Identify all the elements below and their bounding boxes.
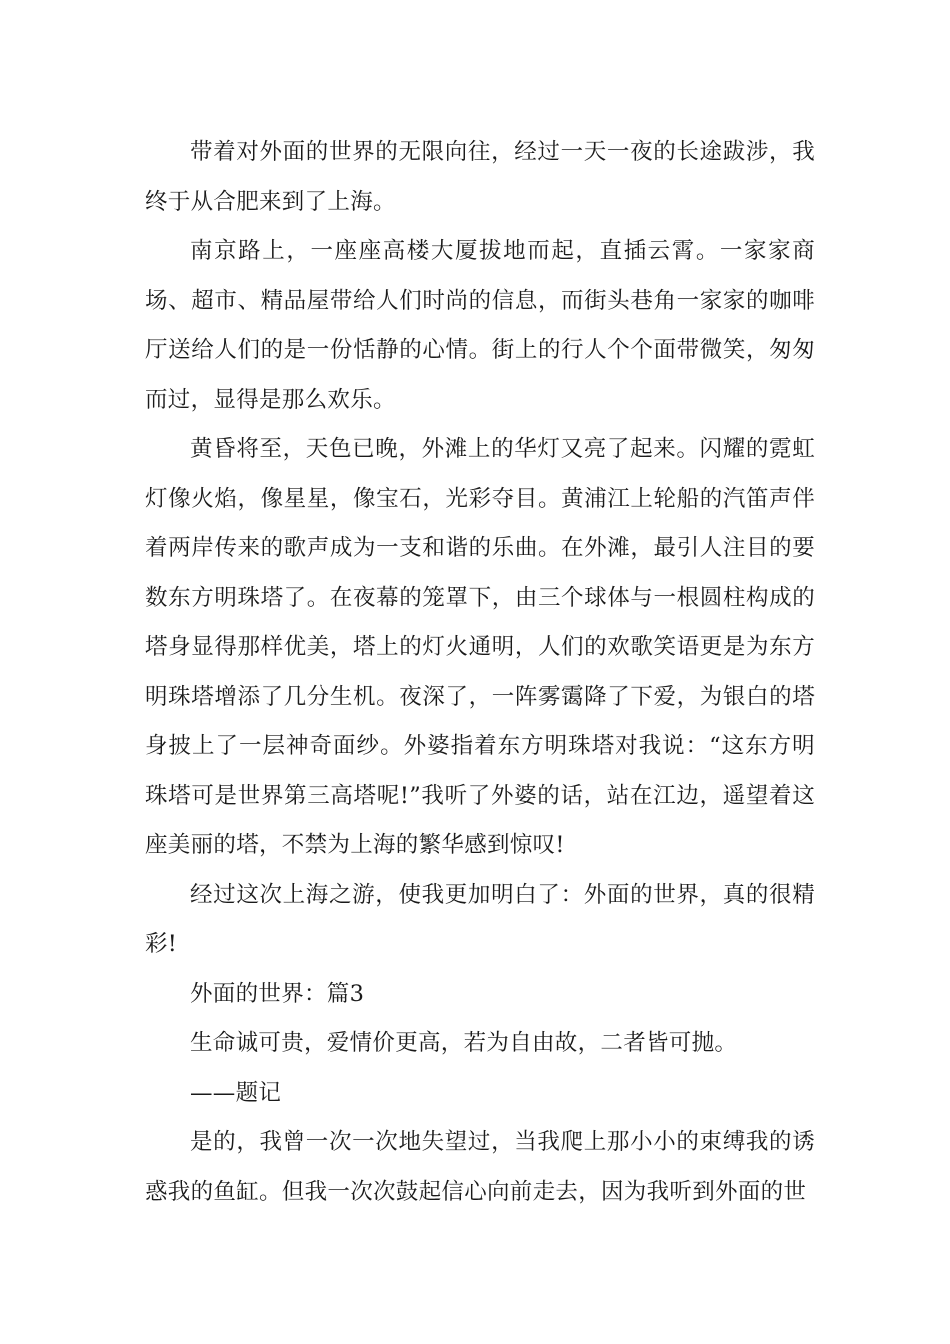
epigraph: 生命诚可贵，爱情价更高，若为自由故，二者皆可抛。 (190, 1030, 738, 1056)
paragraph-3: 黄昏将至，天色已晚，外滩上的华灯又亮了起来。闪耀的霓虹灯像火焰，像星星，像宝石，光彩夺目。黄浦江上轮船的汽笛声伴着两岸传来的歌声成为一支和谐的乐曲。在外滩，最引人注目的要数东方明珠塔了。在夜幕的笼罩下，由三个球体与一根圆柱构成的塔身显得那样优美，塔上的灯火通明，人们的欢歌笑语更是为东方明珠塔增添了几分生机。夜深了，一阵雾霭降了下爱，为银白的塔身披上了一层神奇面纱。外婆指着东方明珠塔对我说：“这东方明珠塔可是世界第三高塔呢!”我听了外婆的话，站在江边，遥望着这座美丽的塔，不禁为上海的繁华感到惊叹! (145, 436, 815, 858)
document-body (145, 128, 815, 1217)
paragraph-2: 南京路上，一座座高楼大厦拔地而起，直插云霄。一家家商场、超市、精品屋带给人们时尚的信息，而街头巷角一家家的咖啡厅送给人们的是一份恬静的心情。街上的行人个个面带微笑，匆匆而过，显得是那么欢乐。 (145, 238, 815, 413)
section-heading: 外面的世界：篇3 (190, 980, 365, 1007)
paragraph-4: 经过这次上海之游，使我更加明白了：外面的世界，真的很精彩! (145, 881, 815, 957)
paragraph-1: 带着对外面的世界的无限向往，经过一天一夜的长途跋涉，我终于从合肥来到了上海。 (145, 139, 815, 215)
paragraph-5: 是的，我曾一次一次地失望过，当我爬上那小小的束缚我的诱惑我的鱼缸。但我一次次鼓起信心向前走去，因为我听到外面的世 (145, 1129, 815, 1205)
epigraph-attribution: ——题记 (190, 1079, 282, 1106)
